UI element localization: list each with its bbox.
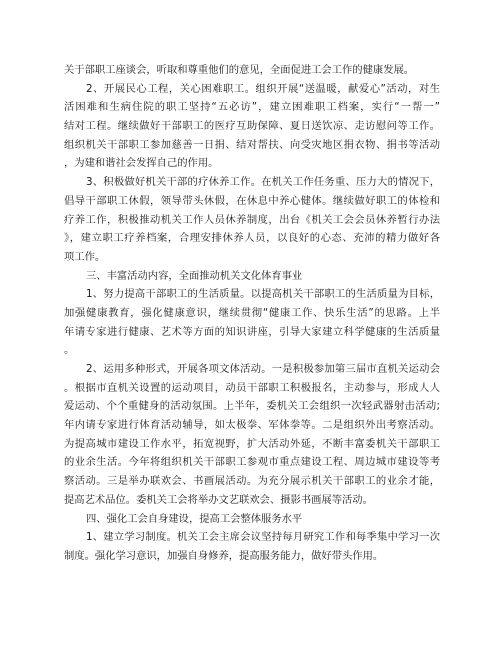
text-line: 关于部职工座谈会，听取和尊重他们的意见，全面促进工会工作的健康发展。 xyxy=(64,64,415,76)
text-line: ，为建和谐社会发挥自己的作用。 xyxy=(64,157,219,170)
text-line: 组织机关干部职工参加慈善一日捐、结对帮扶、向受灾地区捐衣物、捐书等活动 xyxy=(64,138,440,151)
text-line: 。根据市直机关设置的运动项目，动员干部职工积极报名，主动参与，形成人人 xyxy=(64,381,440,394)
text-line: 1、努力提高干部职工的生活质量。以提高机关干部职工的生活质量为目标， xyxy=(86,288,440,301)
text-line: 提高艺术品位。委机关工会将举办文艺联欢会、摄影书画展等活动。 xyxy=(64,493,373,506)
text-line: 2、运用多种形式，开展各项文体活动。一是积极参加第三届市直机关运动会 xyxy=(86,363,440,375)
text-line: 3、积极做好机关干部的疗休养工作。在机关工作任务重、压力大的情况下， xyxy=(86,176,440,189)
section-heading: 三、丰富活动内容，全面推动机关文化体育事业 xyxy=(86,269,303,282)
text-line: 制度。强化学习意识，加强自身修养，提高服务能力，做好带头作用。 xyxy=(64,549,384,562)
text-line: 年请专家进行健康、艺术等方面的知识讲座，引导大家建立科学健康的生活质量 xyxy=(64,325,440,338)
text-line: 项工作。 xyxy=(64,250,106,263)
text-line: 年内请专家进行体育活动辅导，如太极拳、军体拳等。二是组织外出考察活动。 xyxy=(64,419,440,432)
text-line: 结对工程。继续做好干部职工的医疗互助保障、夏日送饮凉、走访慰问等工作。 xyxy=(64,120,440,133)
text-line: 的业余生活。今年将组织机关干部职工参观市重点建设工程、周边城市建设等考 xyxy=(64,456,440,469)
text-line: 2、开展民心工程，关心困难职工。组织开展“送温暖，献爱心”活动，对生 xyxy=(86,82,440,95)
text-line: 。 xyxy=(64,344,75,357)
text-line: 疗养工作，积极推动机关工作人员休养制度，出台《机关工会会员休养暂行办法 xyxy=(64,213,440,226)
text-line: 1、建立学习制度。机关工会主席会议坚持每月研究工作和每季集中学习一次 xyxy=(86,531,440,544)
text-line: 活困难和生病住院的职工坚持“五必访”，建立困难职工档案，实行“一帮一” xyxy=(64,101,440,114)
text-line: 》，建立职工疗养档案，合理安排休养人员，以良好的心态、充沛的精力做好各 xyxy=(64,232,440,245)
document-body xyxy=(64,61,440,566)
text-line: 为提高城市建设工作水平，拓宽视野，扩大活动外延，不断丰富委机关干部职工 xyxy=(64,437,440,450)
text-line: 察活动。三是举办联欢会、书画展活动。为充分展示机关干部职工的业余才能， xyxy=(64,475,440,488)
text-line: 加强健康教育，强化健康意识，继续贯彻“健康工作、快乐生活”的思路。上半 xyxy=(64,306,440,319)
text-line: 爱运动、个个重健身的活动氛围。上半年，委机关工会组织一次轻武器射击活动; xyxy=(64,400,440,413)
section-heading: 四、强化工会自身建设，提高工会整体服务水平 xyxy=(86,512,303,525)
text-line: 倡导干部职工休假，领导带头休假，在休息中养心健体。继续做好职工的体检和 xyxy=(64,194,440,207)
